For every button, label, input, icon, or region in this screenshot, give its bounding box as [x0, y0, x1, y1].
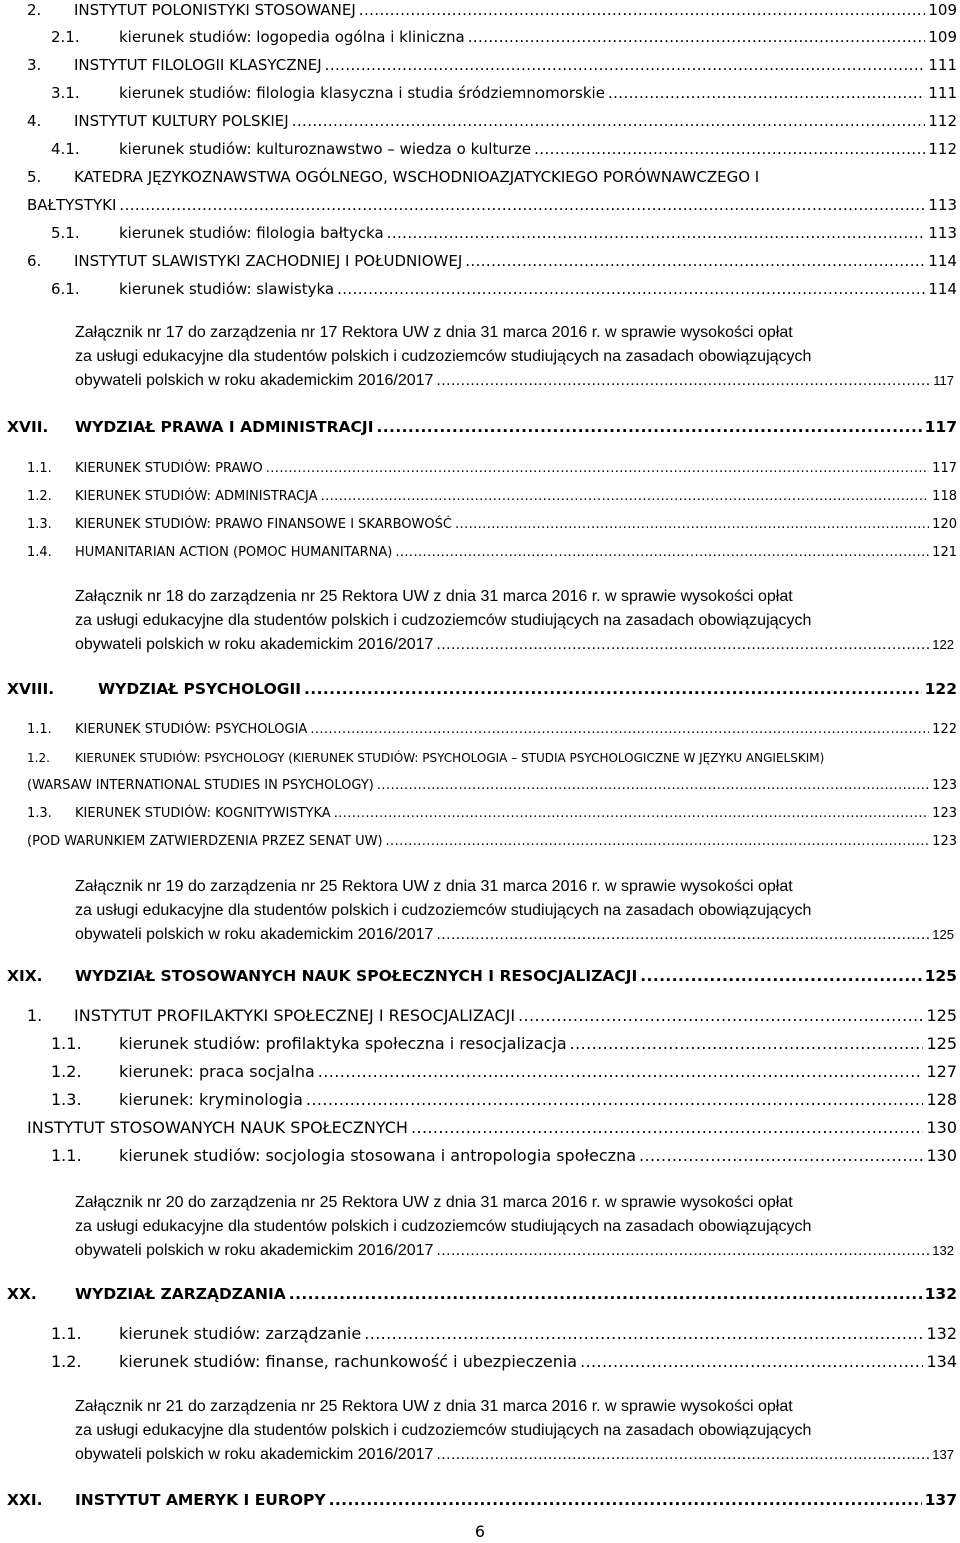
- toc-leader: [119, 198, 925, 213]
- toc-title: INSTYTUT STOSOWANYCH NAUK SPOŁECZNYCH: [27, 1118, 408, 1137]
- toc-title: KATEDRA JĘZYKOZNAWSTWA OGÓLNEGO, WSCHODNIOAZJATYCKIEGO PORÓWNAWCZEGO I: [74, 168, 760, 186]
- toc-leader: [436, 1443, 929, 1467]
- toc-leader: [266, 462, 929, 475]
- toc-leader: [329, 1493, 922, 1509]
- toc-page: 109: [928, 28, 957, 46]
- toc-number: 1.: [27, 1006, 43, 1025]
- toc-page: 114: [928, 280, 957, 298]
- toc-leader: [376, 420, 921, 436]
- toc-leader: [468, 30, 926, 45]
- toc-title: HUMANITARIAN ACTION (POMOC HUMANITARNA): [75, 545, 393, 560]
- toc-title: KIERUNEK STUDIÓW: PRAWO: [75, 461, 263, 476]
- toc-leader: [334, 807, 929, 820]
- toc-page: 130: [926, 1146, 957, 1165]
- toc-entry[interactable]: [51, 1318, 957, 1342]
- toc-page: 122: [932, 637, 954, 652]
- toc-page: 128: [926, 1090, 957, 1109]
- annex-entry[interactable]: [75, 1191, 954, 1263]
- toc-section[interactable]: [7, 1278, 957, 1302]
- toc-number: 1.2.: [51, 1352, 82, 1371]
- toc-title: (POD WARUNKIEM ZATWIERDZENIA PRZEZ SENAT UW): [27, 834, 383, 849]
- toc-number: 1.2.: [27, 489, 52, 504]
- toc-entry[interactable]: [51, 1084, 957, 1108]
- toc-entry[interactable]: [51, 1028, 957, 1052]
- annex-line: za usługi edukacyjne dla studentów polskich i cudzoziemców studiujących na zasadach obowiązujących: [75, 1218, 812, 1235]
- toc-page: 112: [928, 140, 957, 158]
- toc-page: 127: [926, 1062, 957, 1081]
- toc-page: 121: [932, 545, 957, 560]
- toc-title: INSTYTUT PROFILAKTYKI SPOŁECZNEJ I RESOCJALIZACJI: [74, 1006, 516, 1025]
- toc-entry[interactable]: [27, 1112, 957, 1136]
- toc-page: 125: [924, 966, 957, 985]
- toc-entry[interactable]: [27, 451, 957, 475]
- toc-leader: [640, 969, 921, 985]
- toc-number: 1.1.: [51, 1324, 82, 1343]
- toc-entry[interactable]: [27, 245, 957, 269]
- toc-number: 1.1.: [51, 1146, 82, 1165]
- toc-leader: [318, 1064, 924, 1080]
- toc-leader: [387, 226, 926, 241]
- toc-entry[interactable]: [51, 1056, 957, 1080]
- annex-line: za usługi edukacyjne dla studentów polskich i cudzoziemców studiujących na zasadach obowiązujących: [75, 902, 812, 919]
- annex-line: [75, 1443, 954, 1467]
- toc-page: 132: [932, 1243, 954, 1258]
- toc-page: 117: [932, 461, 957, 476]
- annex-line: [75, 1239, 954, 1263]
- toc-number: 1.4.: [27, 545, 52, 560]
- toc-page: 118: [932, 489, 957, 504]
- toc-title: kierunek studiów: filologia klasyczna i studia śródziemnomorskie: [119, 84, 605, 102]
- annex-line: Załącznik nr 17 do zarządzenia nr 17 Rektora UW z dnia 31 marca 2016 r. w sprawie wysokości opłat: [75, 324, 793, 341]
- toc-leader: [436, 1239, 929, 1263]
- toc-page: 125: [926, 1034, 957, 1053]
- toc-title: INSTYTUT SLAWISTYKI ZACHODNIEJ I POŁUDNIOWEJ: [74, 252, 463, 270]
- toc-leader: [570, 1036, 924, 1052]
- toc-number: 1.3.: [27, 517, 52, 532]
- toc-page: 134: [926, 1352, 957, 1371]
- annex-line-text: obywateli polskich w roku akademickim 2016/2017: [75, 372, 434, 389]
- toc-number: XVIII.: [7, 679, 55, 698]
- toc-leader: [465, 254, 925, 269]
- toc-title: INSTYTUT FILOLOGII KLASYCZNEJ: [74, 56, 322, 74]
- toc-number: 1.1.: [27, 461, 52, 476]
- toc-entry[interactable]: [51, 1346, 957, 1370]
- toc-title: INSTYTUT POLONISTYKI STOSOWANEJ: [74, 1, 356, 19]
- toc-page: 117: [933, 373, 954, 388]
- annex-line-text: obywateli polskich w roku akademickim 2016/2017: [75, 636, 434, 653]
- toc-leader: [580, 1354, 923, 1370]
- toc-entry[interactable]: [27, 189, 957, 213]
- toc-title: kierunek studiów: kulturoznawstwo – wiedza o kulturze: [119, 140, 532, 158]
- toc-title: WYDZIAŁ STOSOWANYCH NAUK SPOŁECZNYCH I RESOCJALIZACJI: [75, 966, 638, 985]
- toc-entry[interactable]: [27, 1000, 957, 1024]
- toc-entry[interactable]: [27, 161, 957, 185]
- toc-number: 3.1.: [51, 84, 80, 102]
- toc-page: 123: [932, 778, 957, 793]
- toc-number: 3.: [27, 56, 42, 74]
- toc-leader: [436, 633, 929, 657]
- toc-entry[interactable]: [27, 712, 957, 736]
- toc-title: WYDZIAŁ PRAWA I ADMINISTRACJI: [75, 417, 374, 436]
- toc-leader: [436, 369, 930, 393]
- toc-number: 1.1.: [51, 1034, 82, 1053]
- toc-title: kierunek studiów: zarządzanie: [119, 1324, 362, 1343]
- toc-number: 1.2.: [27, 751, 50, 765]
- toc-page: 122: [932, 722, 957, 737]
- toc-title: KIERUNEK STUDIÓW: PSYCHOLOGIA: [75, 722, 308, 737]
- toc-page: 132: [924, 1284, 957, 1303]
- toc-number: 6.1.: [51, 280, 80, 298]
- toc-leader: [304, 682, 922, 698]
- toc-number: 1.2.: [51, 1062, 82, 1081]
- toc-entry[interactable]: [51, 273, 957, 297]
- toc-entry[interactable]: [27, 0, 957, 18]
- toc-page: 130: [926, 1118, 957, 1137]
- toc-title: INSTYTUT AMERYK I EUROPY: [75, 1490, 326, 1509]
- toc-leader: [321, 490, 930, 503]
- toc-leader: [518, 1008, 923, 1024]
- annex-line: Załącznik nr 20 do zarządzenia nr 25 Rektora UW z dnia 31 marca 2016 r. w sprawie wysokości opłat: [75, 1194, 793, 1211]
- toc-page: 117: [924, 417, 957, 436]
- toc-title: kierunek studiów: finanse, rachunkowość i ubezpieczenia: [119, 1352, 578, 1371]
- annex-line-text: obywateli polskich w roku akademickim 2016/2017: [75, 1242, 434, 1259]
- toc-page: 113: [928, 224, 957, 242]
- annex-entry[interactable]: [75, 321, 954, 393]
- toc-leader: [289, 1287, 922, 1303]
- toc-entry[interactable]: [51, 1140, 957, 1164]
- toc-entry[interactable]: [27, 49, 957, 73]
- toc-page: 111: [928, 56, 957, 74]
- toc-title: kierunek studiów: profilaktyka społeczna i resocjalizacja: [119, 1034, 567, 1053]
- toc-number: 1.1.: [27, 722, 52, 737]
- toc-page: 123: [932, 806, 957, 821]
- toc-leader: [395, 546, 929, 559]
- annex-line: za usługi edukacyjne dla studentów polskich i cudzoziemców studiujących na zasadach obowiązujących: [75, 348, 812, 365]
- toc-number: XIX.: [7, 966, 43, 985]
- toc-entry[interactable]: [27, 768, 957, 792]
- toc-page: 125: [932, 927, 954, 942]
- annex-entry[interactable]: [75, 875, 954, 947]
- toc-number: 5.1.: [51, 224, 80, 242]
- toc-page: 125: [926, 1006, 957, 1025]
- toc-number: 4.: [27, 112, 42, 130]
- toc-leader: [310, 723, 929, 736]
- toc-number: 1.3.: [27, 806, 52, 821]
- toc-title: kierunek studiów: socjologia stosowana i antropologia społeczna: [119, 1146, 637, 1165]
- toc-entry[interactable]: [51, 133, 957, 157]
- toc-entry[interactable]: [51, 217, 957, 241]
- toc-entry[interactable]: [27, 535, 957, 559]
- toc-leader: [608, 86, 925, 101]
- toc-title: WYDZIAŁ ZARZĄDZANIA: [75, 1284, 286, 1303]
- toc-leader: [292, 114, 926, 129]
- toc-number: XVII.: [7, 417, 49, 436]
- toc-entry[interactable]: [27, 105, 957, 129]
- toc-entry[interactable]: [27, 824, 957, 848]
- toc-page: 122: [924, 679, 957, 698]
- toc-leader: [337, 282, 925, 297]
- toc-leader: [377, 779, 929, 792]
- toc-number: 5.: [27, 168, 42, 186]
- annex-line: Załącznik nr 19 do zarządzenia nr 25 Rektora UW z dnia 31 marca 2016 r. w sprawie wysokości opłat: [75, 878, 793, 895]
- toc-title: INSTYTUT KULTURY POLSKIEJ: [74, 112, 289, 130]
- toc-title: KIERUNEK STUDIÓW: KOGNITYWISTYKA: [75, 806, 331, 821]
- toc-leader: [534, 142, 925, 157]
- annex-line: [75, 369, 954, 393]
- toc-title: kierunek studiów: filologia bałtycka: [119, 224, 384, 242]
- toc-page: 109: [928, 1, 957, 19]
- toc-section[interactable]: [7, 960, 957, 984]
- toc-page: 111: [928, 84, 957, 102]
- toc-page: 113: [928, 196, 957, 214]
- annex-line: za usługi edukacyjne dla studentów polskich i cudzoziemców studiujących na zasadach obowiązujących: [75, 1422, 812, 1439]
- annex-line-text: obywateli polskich w roku akademickim 2016/2017: [75, 1446, 434, 1463]
- annex-entry[interactable]: [75, 585, 954, 657]
- toc-title: KIERUNEK STUDIÓW: ADMINISTRACJA: [75, 489, 318, 504]
- toc-number: 2.: [27, 1, 42, 19]
- toc-entry[interactable]: [27, 479, 957, 503]
- toc-title: kierunek studiów: logopedia ogólna i kliniczna: [119, 28, 465, 46]
- toc-leader: [386, 835, 930, 848]
- toc-page: 114: [928, 252, 957, 270]
- toc-page: 137: [932, 1447, 954, 1462]
- toc-number: 4.1.: [51, 140, 80, 158]
- toc-title: KIERUNEK STUDIÓW: PSYCHOLOGY (KIERUNEK STUDIÓW: PSYCHOLOGIA – STUDIA PSYCHOLOGICZNE W JĘZYKU ANGIELSKIM): [75, 751, 825, 765]
- toc-title: (WARSAW INTERNATIONAL STUDIES IN PSYCHOLOGY): [27, 778, 374, 793]
- toc-page: 137: [924, 1490, 957, 1509]
- toc-section[interactable]: [7, 411, 957, 435]
- annex-line: [75, 633, 954, 657]
- toc-title: KIERUNEK STUDIÓW: PRAWO FINANSOWE I SKARBOWOŚĆ: [75, 517, 452, 532]
- annex-line-text: obywateli polskich w roku akademickim 2016/2017: [75, 926, 434, 943]
- toc-leader: [364, 1326, 923, 1342]
- toc-title: kierunek: praca socjalna: [119, 1062, 315, 1081]
- toc-leader: [455, 518, 929, 531]
- annex-entry[interactable]: [75, 1395, 954, 1467]
- toc-number: 1.3.: [51, 1090, 82, 1109]
- toc-number: 2.1.: [51, 28, 80, 46]
- toc-entry[interactable]: [27, 740, 957, 764]
- toc-title: WYDZIAŁ PSYCHOLOGII: [98, 679, 302, 698]
- toc-number: XX.: [7, 1284, 37, 1303]
- annex-line: za usługi edukacyjne dla studentów polskich i cudzoziemców studiujących na zasadach obowiązujących: [75, 612, 812, 629]
- toc-entry[interactable]: [27, 507, 957, 531]
- toc-page: 112: [928, 112, 957, 130]
- annex-line: Załącznik nr 21 do zarządzenia nr 25 Rektora UW z dnia 31 marca 2016 r. w sprawie wysokości opłat: [75, 1398, 793, 1415]
- toc-title: kierunek: kryminologia: [119, 1090, 303, 1109]
- toc-leader: [411, 1120, 923, 1136]
- toc-page: 132: [926, 1324, 957, 1343]
- toc-leader: [306, 1092, 924, 1108]
- toc-section[interactable]: [7, 673, 957, 697]
- toc-number: XXI.: [7, 1490, 43, 1509]
- toc-entry[interactable]: [27, 796, 957, 820]
- toc-leader: [639, 1148, 923, 1164]
- toc-leader: [359, 3, 926, 18]
- annex-line: Załącznik nr 18 do zarządzenia nr 25 Rektora UW z dnia 31 marca 2016 r. w sprawie wysokości opłat: [75, 588, 793, 605]
- toc-section[interactable]: [7, 1484, 957, 1508]
- annex-line: [75, 923, 954, 947]
- toc-entry[interactable]: [51, 21, 957, 45]
- toc-number: 6.: [27, 252, 42, 270]
- page-number: 6: [474, 1522, 486, 1541]
- toc-entry[interactable]: [51, 77, 957, 101]
- toc-leader: [436, 923, 929, 947]
- toc-leader: [325, 58, 926, 73]
- toc-title: kierunek studiów: slawistyka: [119, 280, 335, 298]
- toc-title: BAŁTYSTYKI: [27, 196, 117, 214]
- toc-page: 123: [932, 834, 957, 849]
- toc-page: 120: [932, 517, 957, 532]
